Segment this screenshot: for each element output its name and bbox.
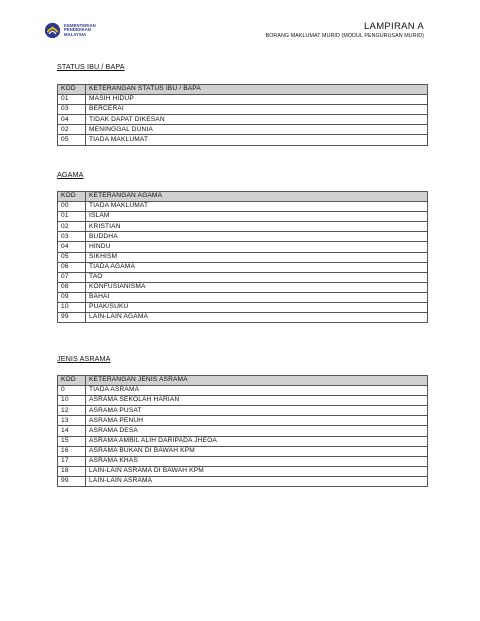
lampiran-label: LAMPIRAN A bbox=[363, 21, 424, 32]
code-cell: 01 bbox=[58, 212, 86, 222]
table-row bbox=[58, 242, 428, 252]
code-cell: 02 bbox=[58, 222, 86, 232]
code-cell: 04 bbox=[58, 115, 86, 125]
description-cell: ASRAMA PUSAT bbox=[86, 406, 428, 416]
table-row bbox=[58, 282, 428, 292]
agama-table bbox=[57, 191, 428, 323]
code-cell: 18 bbox=[58, 466, 86, 476]
code-cell: 12 bbox=[58, 406, 86, 416]
description-cell: ASRAMA SEKOLAH HARIAN bbox=[86, 396, 428, 406]
page-header bbox=[0, 0, 480, 60]
code-cell: 00 bbox=[58, 202, 86, 212]
table-row bbox=[58, 212, 428, 222]
column-header: KETERANGAN STATUS IBU / BAPA bbox=[86, 85, 428, 95]
description-cell: TIDAK DAPAT DIKESAN bbox=[86, 115, 428, 125]
table-row bbox=[58, 125, 428, 135]
section-title-status: STATUS IBU / BAPA bbox=[57, 62, 125, 71]
table-header-row bbox=[58, 376, 428, 386]
table-row bbox=[58, 456, 428, 466]
description-cell: BUDDHA bbox=[86, 232, 428, 242]
code-cell: 02 bbox=[58, 125, 86, 135]
column-header: KOD bbox=[58, 376, 86, 386]
table-row bbox=[58, 416, 428, 426]
table-row bbox=[58, 466, 428, 476]
table-row bbox=[58, 446, 428, 456]
description-cell: MENINGGAL DUNIA bbox=[86, 125, 428, 135]
description-cell: LAIN-LAIN ASRAMA DI BAWAH KPM bbox=[86, 466, 428, 476]
description-cell: KRISTIAN bbox=[86, 222, 428, 232]
code-cell: 99 bbox=[58, 476, 86, 486]
description-cell: BAHAI bbox=[86, 292, 428, 302]
description-cell: ASRAMA KHAS bbox=[86, 456, 428, 466]
description-cell: ISLAM bbox=[86, 212, 428, 222]
table-row bbox=[58, 426, 428, 436]
table-row bbox=[58, 313, 428, 323]
code-cell: 05 bbox=[58, 252, 86, 262]
table-row bbox=[58, 406, 428, 416]
table-row bbox=[58, 396, 428, 406]
description-cell: TIADA AGAMA bbox=[86, 262, 428, 272]
description-cell: HINDU bbox=[86, 242, 428, 252]
logo-line-1: KEMENTERIAN bbox=[64, 22, 96, 28]
code-cell: 09 bbox=[58, 292, 86, 302]
table-row bbox=[58, 262, 428, 272]
column-header: KOD bbox=[58, 85, 86, 95]
description-cell: ASRAMA BUKAN DI BAWAH KPM bbox=[86, 446, 428, 456]
code-cell: 08 bbox=[58, 282, 86, 292]
table-row bbox=[58, 202, 428, 212]
table-row bbox=[58, 436, 428, 446]
table-header-row bbox=[58, 192, 428, 202]
table-row bbox=[58, 115, 428, 125]
table-row bbox=[58, 135, 428, 145]
code-cell: 01 bbox=[58, 95, 86, 105]
logo-line-3: MALAYSIA bbox=[64, 31, 87, 37]
table-row bbox=[58, 105, 428, 115]
description-cell: TIADA MAKLUMAT bbox=[86, 135, 428, 145]
code-cell: 07 bbox=[58, 272, 86, 282]
code-cell: 03 bbox=[58, 232, 86, 242]
description-cell: MASIH HIDUP bbox=[86, 95, 428, 105]
table-header-row bbox=[58, 85, 428, 95]
description-cell: TIADA ASRAMA bbox=[86, 386, 428, 396]
description-cell: LAIN-LAIN AGAMA bbox=[86, 313, 428, 323]
table-row bbox=[58, 272, 428, 282]
column-header: KETERANGAN AGAMA bbox=[86, 192, 428, 202]
table-row bbox=[58, 292, 428, 302]
code-cell: 10 bbox=[58, 396, 86, 406]
description-cell: BERCERAI bbox=[86, 105, 428, 115]
code-cell: 06 bbox=[58, 262, 86, 272]
description-cell: ASRAMA AMBIL ALIH DARIPADA JHEOA bbox=[86, 436, 428, 446]
code-cell: 05 bbox=[58, 135, 86, 145]
description-cell: ASRAMA DESA bbox=[86, 426, 428, 436]
description-cell: KONFUSIANISMA bbox=[86, 282, 428, 292]
table-row bbox=[58, 232, 428, 242]
table-row bbox=[58, 476, 428, 486]
code-cell: 15 bbox=[58, 436, 86, 446]
description-cell: TIADA MAKLUMAT bbox=[86, 202, 428, 212]
ministry-emblem-icon bbox=[44, 22, 61, 39]
table-row bbox=[58, 252, 428, 262]
code-cell: 17 bbox=[58, 456, 86, 466]
code-cell: 13 bbox=[58, 416, 86, 426]
code-cell: 03 bbox=[58, 105, 86, 115]
ministry-logo bbox=[44, 22, 96, 39]
code-cell: 10 bbox=[58, 303, 86, 313]
table-row bbox=[58, 386, 428, 396]
section-title-asrama: JENIS ASRAMA bbox=[57, 354, 111, 363]
description-cell: ASRAMA PENUH bbox=[86, 416, 428, 426]
section-title-agama: AGAMA bbox=[57, 170, 84, 179]
description-cell: SIKHISM bbox=[86, 252, 428, 262]
table-row bbox=[58, 95, 428, 105]
code-cell: 99 bbox=[58, 313, 86, 323]
description-cell: LAIN-LAIN ASRAMA bbox=[86, 476, 428, 486]
logo-line-2: PENDIDIKAN bbox=[64, 27, 92, 33]
code-cell: 0 bbox=[58, 386, 86, 396]
description-cell: TAO bbox=[86, 272, 428, 282]
form-title: BORANG MAKLUMAT MURID (MODUL PENGURUSAN MURID) bbox=[265, 33, 424, 39]
asrama-table bbox=[57, 375, 428, 487]
table-row bbox=[58, 303, 428, 313]
description-cell: PUAK/SUKU bbox=[86, 303, 428, 313]
table-row bbox=[58, 222, 428, 232]
code-cell: 16 bbox=[58, 446, 86, 456]
column-header: KOD bbox=[58, 192, 86, 202]
code-cell: 04 bbox=[58, 242, 86, 252]
status-table bbox=[57, 84, 428, 146]
code-cell: 14 bbox=[58, 426, 86, 436]
column-header: KETERANGAN JENIS ASRAMA bbox=[86, 376, 428, 386]
